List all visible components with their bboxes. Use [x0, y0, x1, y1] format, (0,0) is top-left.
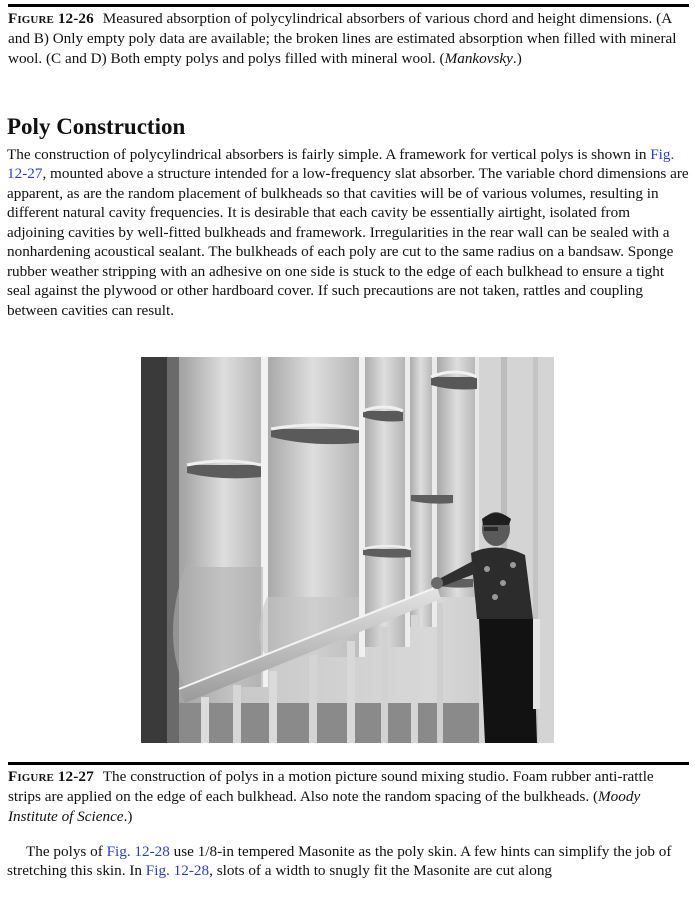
- figure-12-27-photo: [141, 357, 554, 743]
- caption-text: The construction of polys in a motion picture sound mixing studio. Foam rubber anti-rattle strips are applied on the edge of each bulkhead. Also note the random spacing of the bulkheads. (: [8, 768, 654, 805]
- photo-illustration: [141, 357, 554, 743]
- figure-link[interactable]: Fig. 12-28: [106, 843, 170, 860]
- body-paragraph: [7, 842, 689, 881]
- paragraph-text: The construction of polycylindrical absorbers is fairly simple. A framework for vertical polys is shown in: [7, 146, 651, 163]
- caption-credit: Moody Institute of Science: [8, 787, 641, 825]
- figure-label: Figure 12-27: [8, 768, 94, 785]
- figure-link[interactable]: Fig. 12-27: [7, 146, 675, 183]
- caption-close: .): [512, 49, 522, 67]
- paragraph-text: use 1/8-in tempered Masonite as the poly skin. A few hints can simplify the job of stretching this skin. In: [7, 843, 672, 880]
- figure-label: Figure 12-26: [8, 10, 94, 27]
- section-heading: Poly Construction: [7, 114, 186, 139]
- caption-text: Measured absorption of polycylindrical absorbers of various chord and height dimensions. (A and B) Only empty poly data are available; the broken lines are estimated absorption when filled with mineral wool. (C and D) Both empty polys and polys filled with mineral wool. (: [8, 10, 677, 67]
- body-paragraph: [7, 145, 689, 320]
- figure-link[interactable]: Fig. 12-28: [145, 862, 210, 880]
- figure-12-27-caption: [8, 762, 689, 826]
- paragraph-text: The polys of: [26, 843, 107, 860]
- paragraph-text: , mounted above a structure intended for a low-frequency slat absorber. The variable chord dimensions are apparent, as are the random placement of bulkheads so that cavities will be of various volumes, resulting in different natural cavity frequencies. It is desirable that each cavity be essentially airtight, isolated from adjoining cavities by well-fitted bulkheads and framework. Irregularities in the rear wall can be sealed with a nonhardening acoustical sealant. The bulkheads of each poly are cut to the same radius on a bandsaw. Sponge rubber weather stripping with an adhesive on one side is stuck to the edge of each bulkhead to ensure a tight seal against the plywood or other hardboard cover. If such precautions are not taken, rattles and coupling between cavities can result.: [7, 165, 689, 319]
- caption-credit: Mankovsky: [444, 49, 513, 67]
- paragraph-text: , slots of a width to snugly fit the Masonite are cut along: [209, 862, 553, 880]
- caption-close: .): [123, 807, 133, 825]
- figure-12-26-caption: [8, 4, 689, 68]
